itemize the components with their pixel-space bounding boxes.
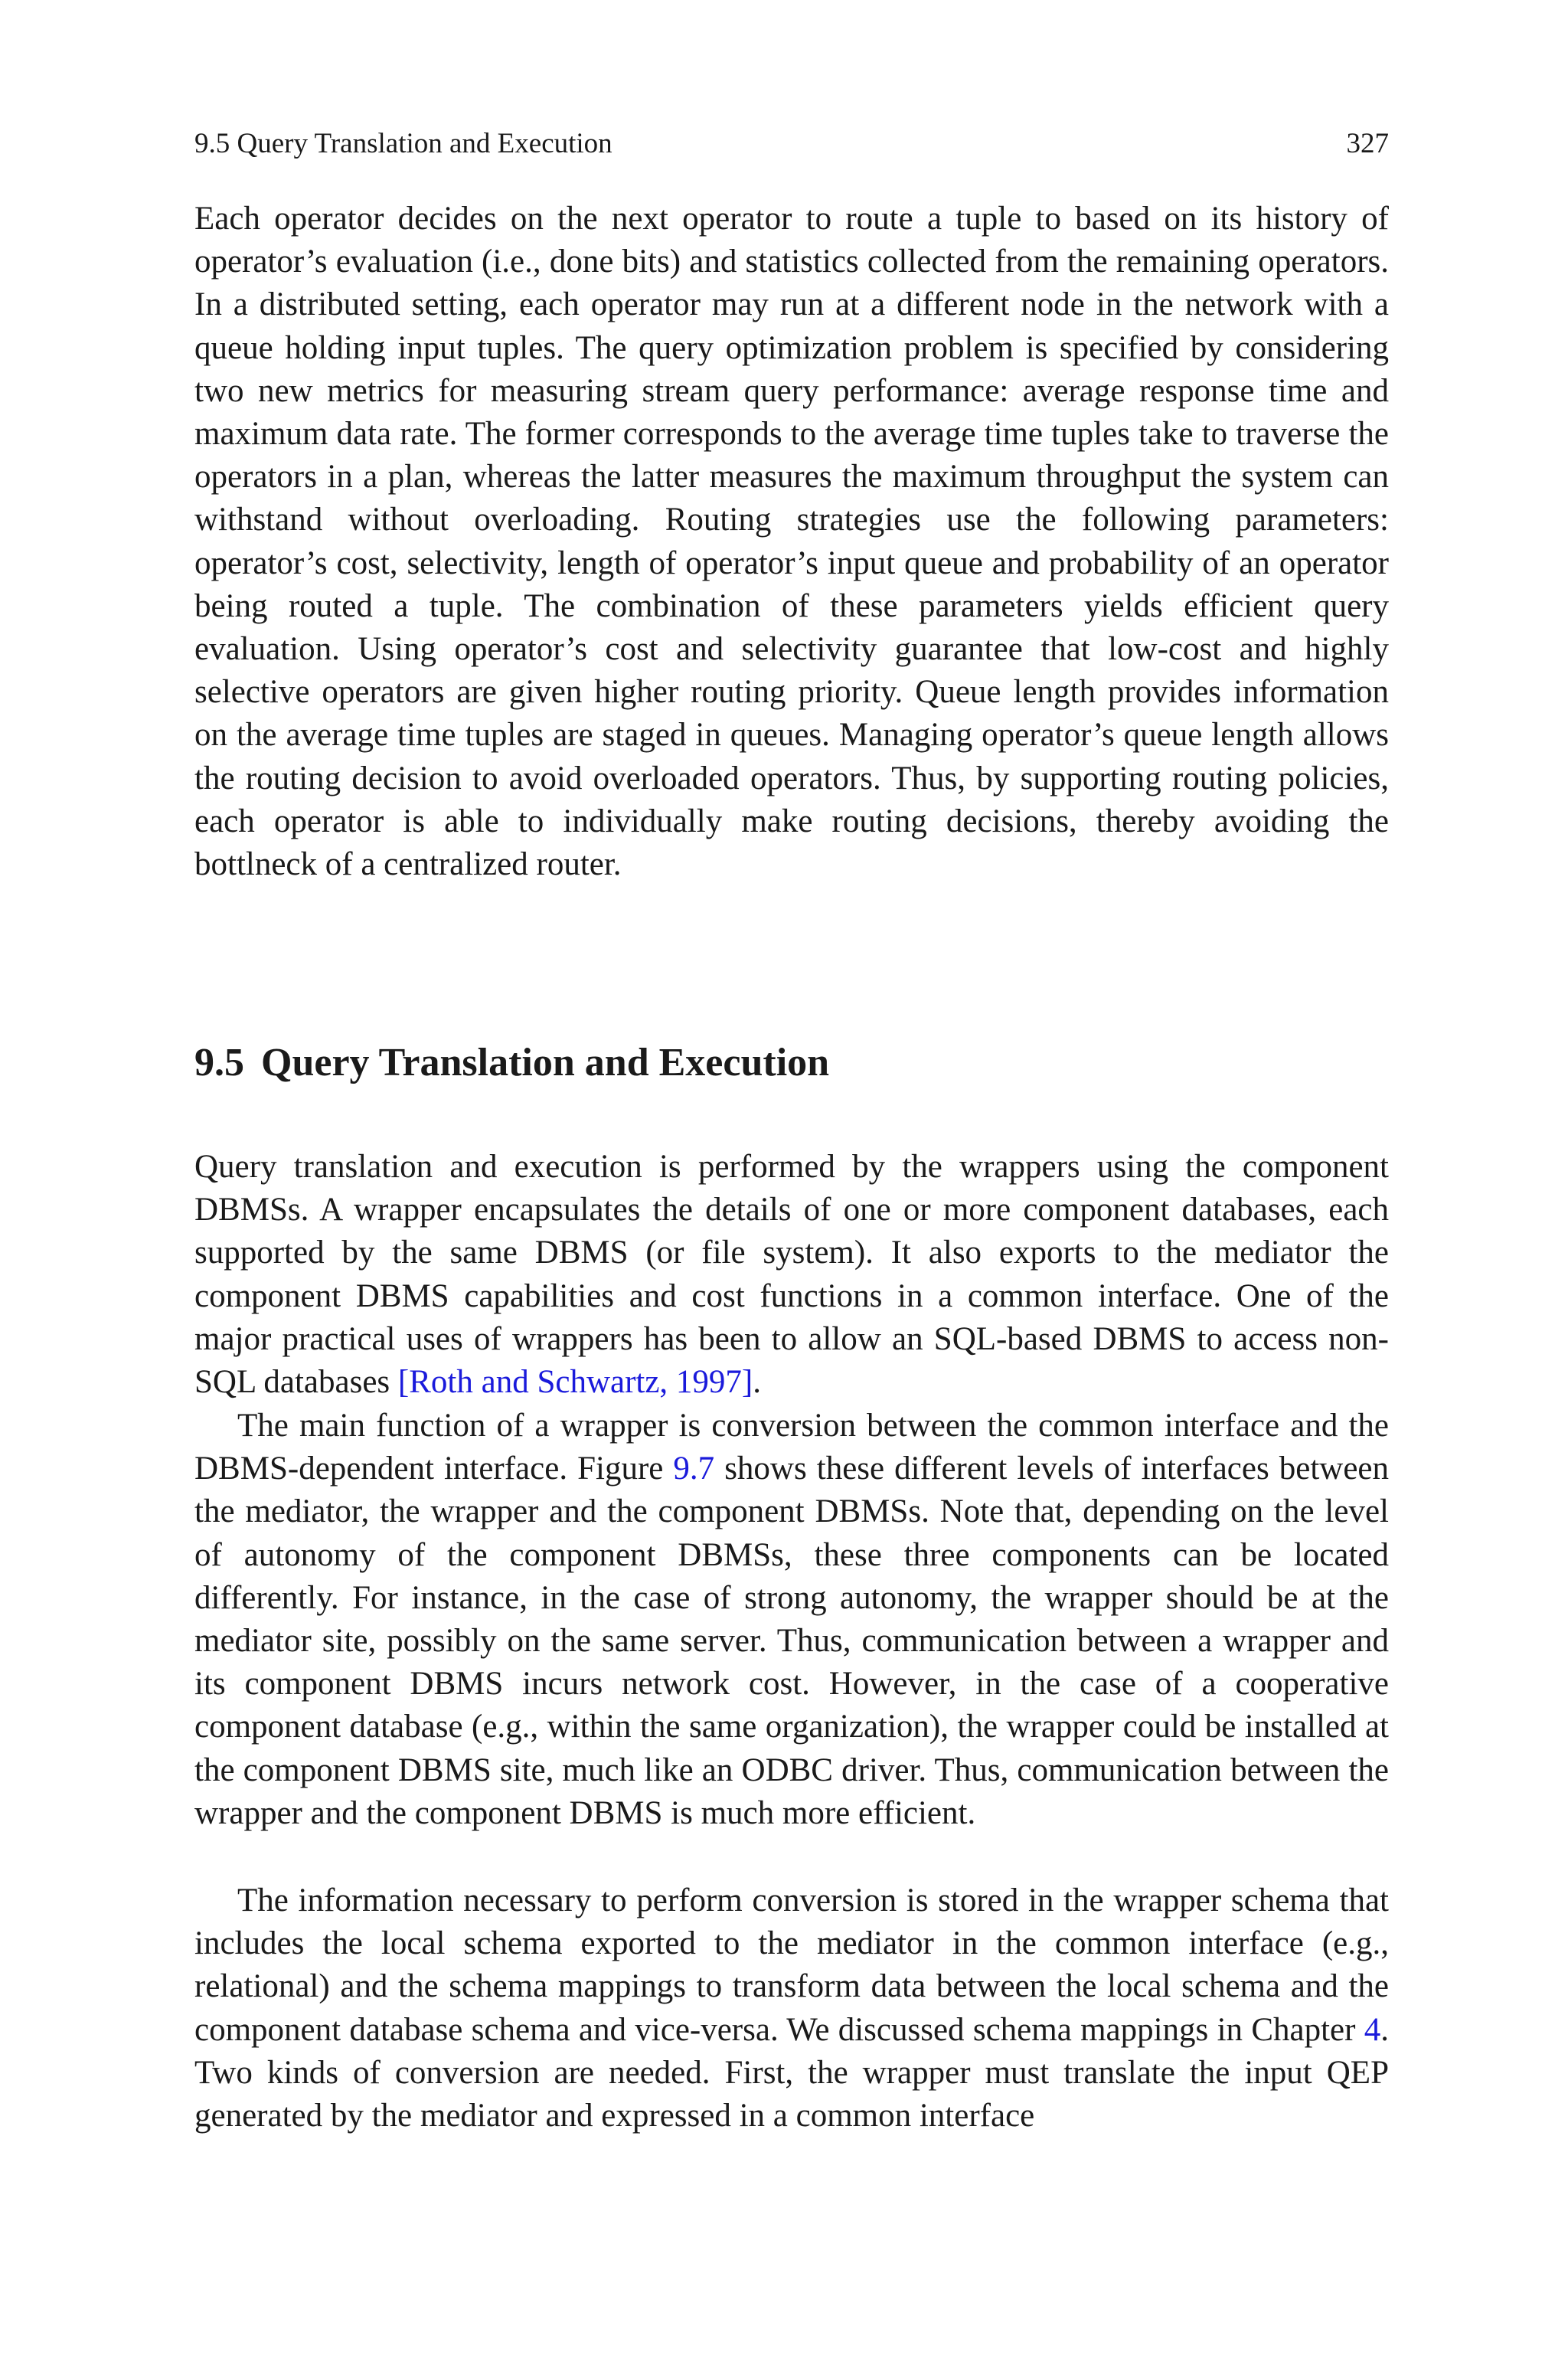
figure-ref-link[interactable]: 9.7 (673, 1451, 715, 1487)
paragraph-conversion-text-a: The main function of a wrapper is conversion between the common interface and the DBMS-dependent interface. Figure (194, 1408, 1389, 1487)
citation-link[interactable]: [Roth and Schwartz, 1997] (397, 1364, 753, 1401)
paragraph-conversion (194, 1405, 1389, 1835)
paragraph-wrappers-end: . (753, 1364, 761, 1401)
paragraph-wrapper-schema-text-a: The information necessary to perform conversion is stored in the wrapper schema that includes the local schema exported to the mediator in the common interface (e.g., relational) and the schema mappings to transform data between the local schema and the component database schema and vice-versa. We discussed schema mappings in Chapter (194, 1882, 1389, 2048)
running-header (194, 126, 1389, 162)
chapter-ref-link[interactable]: 4 (1364, 2011, 1381, 2048)
section-title: Query Translation and Execution (261, 1041, 830, 1084)
paragraph-wrapper-schema (194, 1879, 1389, 2138)
section-number: 9.5 (194, 1041, 244, 1084)
page-number: 327 (1346, 128, 1389, 159)
running-header-title: 9.5 Query Translation and Execution (194, 128, 612, 159)
paragraph-conversion-text-b: shows these different levels of interfaces between the mediator, the wrapper and the component DBMSs. Note that, depending on the level of autonomy of the component DBMSs, these three components can be located differently. For instance, in the case of strong autonomy, the wrapper should be at the mediator site, possibly on the same server. Thus, communication between a wrapper and its component DBMS incurs network cost. However, in the case of a cooperative component database (e.g., within the same organization), the wrapper could be installed at the component DBMS site, much like an ODBC driver. Thus, communication between the wrapper and the component DBMS is much more efficient. (194, 1451, 1389, 1831)
paragraph-routing: Each operator decides on the next operator to route a tuple to based on its history of operator’s evaluation (i.e., done bits) and statistics collected from the remaining operators. In a distributed setting, each operator may run at a different node in the network with a queue holding input tuples. The query optimization problem is specified by considering two new metrics for measuring stream query performance: average response time and maximum data rate. The former corresponds to the average time tuples take to traverse the operators in a plan, whereas the latter measures the maximum throughput the system can withstand without overloading. Routing strategies use the following parameters: operator’s cost, selectivity, length of operator’s input queue and probability of an operator being routed a tuple. The combination of these parameters yields efficient query evaluation. Using operator’s cost and selectivity guarantee that low-cost and highly selective operators are given higher routing priority. Queue length provides information on the average time tuples are staged in queues. Managing operator’s queue length allows the routing decision to avoid overloaded operators. Thus, by supporting routing policies, each operator is able to individually make routing decisions, thereby avoiding the bottlneck of a centralized router. (194, 201, 1389, 883)
section-heading (194, 1039, 829, 1088)
paragraph-wrapper-schema-text-b: . Two kinds of conversion are needed. First, the wrapper must translate the input QEP generated by the mediator and expressed in a common interface (194, 2011, 1389, 2134)
paragraph-wrappers-text: Query translation and execution is performed by the wrappers using the component DBMSs. A wrapper encapsulates the details of one or more component databases, each supported by the same DBMS (or file system). It also exports to the mediator the component DBMS capabilities and cost functions in a common interface. One of the major practical uses of wrappers has been to allow an SQL-based DBMS to access non-SQL databases (194, 1149, 1389, 1401)
paragraph-wrappers (194, 1146, 1389, 1404)
